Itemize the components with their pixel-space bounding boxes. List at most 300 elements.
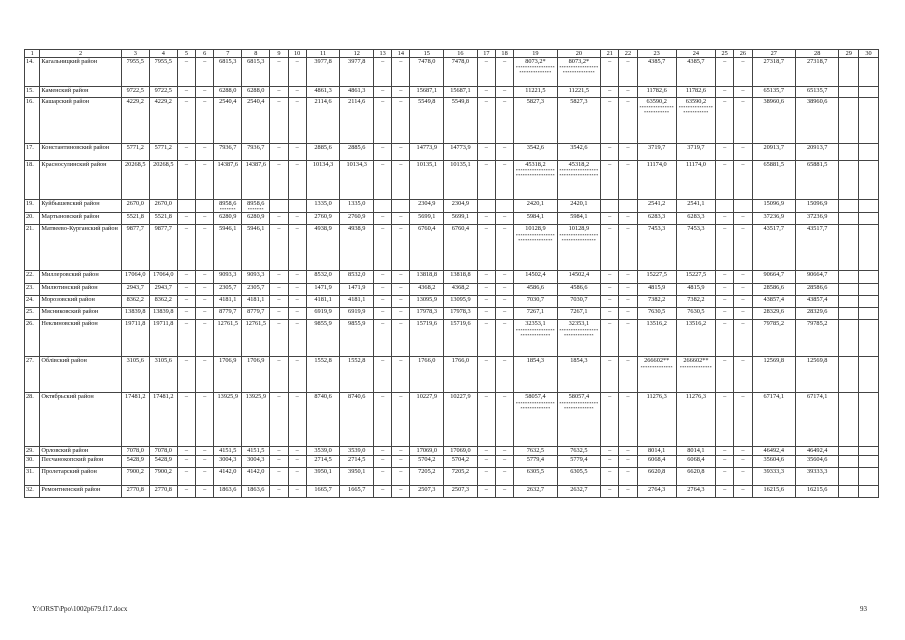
cell-value: 6815,3: [247, 58, 265, 66]
cell-value: –: [503, 87, 507, 95]
table-cell: [619, 284, 637, 296]
cell-value: 13925,9: [217, 393, 238, 401]
cell-value: 2507,3: [418, 485, 436, 493]
cell-value: –: [203, 284, 207, 292]
cell-value: 3542,6: [526, 144, 545, 152]
table-cell: [392, 447, 410, 455]
table-cell: [121, 447, 149, 455]
table-cell: [716, 284, 734, 296]
table-cell: [601, 98, 619, 144]
table-cell: [121, 58, 149, 87]
table-cell: [795, 98, 838, 144]
cell-value: 12761,5: [245, 320, 267, 328]
table-cell: [242, 320, 270, 357]
table-cell: [214, 87, 242, 98]
table-cell: [637, 87, 676, 98]
cell-value: 17481,2: [153, 393, 174, 401]
header-cell: 24: [676, 50, 715, 58]
cell-value: 15687,1: [416, 87, 438, 95]
table-cell: [340, 357, 374, 393]
table-cell: [477, 144, 495, 161]
cell-value: –: [484, 455, 488, 463]
cell-value: 14.: [26, 58, 34, 66]
cell-value: 17069,0: [416, 447, 438, 455]
table-cell: [149, 161, 177, 200]
table-cell: [340, 213, 374, 225]
cell-value: 4151,5: [247, 447, 265, 455]
table-cell: [242, 144, 270, 161]
table-cell: [121, 357, 149, 393]
cell-value: –: [184, 271, 188, 279]
table-cell: [177, 296, 195, 308]
table-cell: [716, 225, 734, 271]
table-cell: [392, 320, 410, 357]
table-cell: [270, 144, 288, 161]
table-cell: [340, 308, 374, 320]
cell-value: –: [381, 144, 385, 152]
cell-value: 13839,8: [153, 308, 174, 316]
cell-value: –: [741, 467, 745, 475]
table-cell: [752, 320, 795, 357]
table-cell: [477, 467, 495, 485]
table-cell: [270, 200, 288, 213]
table-cell: [340, 284, 374, 296]
cell-value: 38960,6: [763, 98, 784, 106]
table-cell: [716, 447, 734, 455]
cell-value: 19711,8: [125, 320, 146, 328]
table-cell: [619, 467, 637, 485]
cell-value: 2304,9: [418, 200, 436, 208]
cell-value: –: [626, 161, 630, 169]
cell-value: 1863,6: [219, 485, 237, 493]
table-cell: [839, 87, 859, 98]
row-number: [25, 455, 40, 467]
table-cell: [601, 284, 619, 296]
cell-value: 10135,1: [450, 161, 471, 169]
table-cell: [477, 284, 495, 296]
cell-value: –: [277, 308, 281, 316]
cell-value: 5428,9: [154, 455, 172, 463]
cell-value: 2885,6: [314, 144, 332, 152]
row-number: [25, 98, 40, 144]
cell-value: –: [203, 485, 207, 493]
table-cell: [149, 485, 177, 497]
table-cell: [477, 357, 495, 393]
table-cell: [637, 447, 676, 455]
cell-value: 46492,4: [806, 447, 828, 455]
cell-value: 9877,7: [154, 225, 172, 233]
table-cell: [734, 213, 752, 225]
cell-value: –: [723, 284, 727, 292]
table-cell: [601, 213, 619, 225]
table-cell: [340, 58, 374, 87]
table-row: [25, 455, 879, 467]
cell-value: 5779,4: [570, 455, 588, 463]
footnote-marks: **********************************: [559, 168, 599, 179]
table-cell: [270, 87, 288, 98]
cell-value: –: [295, 393, 299, 401]
cell-value: 3539,0: [348, 447, 366, 455]
cell-value: 35604,6: [763, 455, 784, 463]
cell-value: –: [399, 308, 403, 316]
table-cell: [410, 485, 444, 497]
cell-value: 6283,3: [648, 213, 666, 221]
cell-value: –: [503, 485, 507, 493]
cell-value: 27318,7: [763, 58, 784, 66]
cell-value: –: [741, 447, 745, 455]
table-cell: [177, 320, 195, 357]
table-cell: [121, 87, 149, 98]
table-cell: [637, 296, 676, 308]
table-cell: [734, 161, 752, 200]
table-cell: [734, 58, 752, 87]
table-cell: [270, 225, 288, 271]
cell-value: 17978,3: [416, 308, 438, 316]
cell-value: 13818,8: [450, 271, 471, 279]
cell-value: –: [741, 58, 745, 66]
cell-value: –: [277, 296, 281, 304]
table-row: [25, 98, 879, 144]
table-cell: [374, 308, 392, 320]
table-cell: [340, 144, 374, 161]
table-cell: [716, 87, 734, 98]
table-cell: [601, 161, 619, 200]
cell-value: 7955,5: [154, 58, 172, 66]
table-cell: [514, 447, 557, 455]
table-cell: [149, 308, 177, 320]
table-cell: [637, 455, 676, 467]
row-number: [25, 393, 40, 447]
cell-value: 35604,6: [806, 455, 828, 463]
cell-value: –: [277, 357, 281, 365]
table-cell: [444, 200, 478, 213]
table-cell: [839, 213, 859, 225]
cell-value: –: [399, 271, 403, 279]
table-cell: [716, 144, 734, 161]
cell-value: –: [608, 467, 612, 475]
table-cell: [839, 296, 859, 308]
table-cell: [514, 271, 557, 284]
cell-value: –: [295, 213, 299, 221]
cell-value: 4938,9: [314, 225, 332, 233]
table-cell: [619, 357, 637, 393]
table-cell: [619, 225, 637, 271]
cell-value: –: [741, 296, 745, 304]
table-cell: [196, 271, 214, 284]
district-name: [40, 296, 121, 308]
table-cell: [637, 320, 676, 357]
table-cell: [716, 213, 734, 225]
table-cell: [601, 296, 619, 308]
cell-value: 2770,8: [154, 485, 172, 493]
table-cell: [306, 200, 340, 213]
cell-value: Кагальницкий район: [41, 58, 98, 66]
table-cell: [444, 58, 478, 87]
table-cell: [392, 161, 410, 200]
table-cell: [270, 320, 288, 357]
table-cell: [795, 144, 838, 161]
cell-value: 12569,8: [763, 357, 784, 365]
table-cell: [214, 284, 242, 296]
table-cell: [859, 200, 879, 213]
table-cell: [270, 213, 288, 225]
table-cell: [859, 225, 879, 271]
table-cell: [149, 98, 177, 144]
cell-value: 7205,2: [451, 467, 470, 475]
table-cell: [288, 200, 306, 213]
cell-value: –: [484, 225, 488, 233]
cell-value: 16215,6: [763, 485, 784, 493]
cell-value: 7382,2: [648, 296, 666, 304]
row-number: [25, 447, 40, 455]
table-cell: [306, 98, 340, 144]
table-cell: [444, 393, 478, 447]
cell-value: –: [277, 225, 281, 233]
cell-value: –: [184, 213, 188, 221]
table-cell: [444, 213, 478, 225]
cell-value: 19.: [26, 200, 34, 208]
table-cell: [340, 296, 374, 308]
cell-value: –: [295, 485, 299, 493]
row-number: [25, 308, 40, 320]
cell-value: –: [741, 213, 745, 221]
table-cell: [752, 447, 795, 455]
table-cell: [514, 308, 557, 320]
table-cell: [270, 393, 288, 447]
row-number: [25, 271, 40, 284]
table-cell: [795, 393, 838, 447]
table-cell: [410, 213, 444, 225]
table-cell: [177, 467, 195, 485]
table-cell: [716, 271, 734, 284]
table-cell: [619, 144, 637, 161]
cell-value: 45318,2: [568, 161, 590, 169]
table-cell: [242, 308, 270, 320]
table-cell: [306, 144, 340, 161]
cell-value: 4181,1: [219, 296, 237, 304]
table-cell: [859, 467, 879, 485]
cell-value: –: [203, 161, 207, 169]
cell-value: 5549,8: [418, 98, 436, 106]
table-cell: [340, 485, 374, 497]
cell-value: –: [399, 467, 403, 475]
cell-value: 1863,6: [247, 485, 265, 493]
cell-value: –: [399, 213, 403, 221]
table-cell: [288, 271, 306, 284]
cell-value: 14387,6: [245, 161, 267, 169]
cell-value: –: [277, 87, 281, 95]
cell-value: 4861,3: [348, 87, 366, 95]
table-cell: [121, 467, 149, 485]
table-row: [25, 467, 879, 485]
footnote-marks: ******************************: [559, 400, 599, 411]
table-cell: [752, 98, 795, 144]
cell-value: –: [203, 87, 207, 95]
cell-value: Мартыновский район: [41, 213, 100, 221]
cell-value: 2541,2: [648, 200, 666, 208]
header-cell: 2: [40, 50, 121, 58]
cell-value: 1665,7: [314, 485, 332, 493]
cell-value: –: [203, 447, 207, 455]
cell-value: –: [503, 455, 507, 463]
table-cell: [795, 320, 838, 357]
cell-value: –: [626, 225, 630, 233]
cell-value: –: [295, 98, 299, 106]
cell-value: 8958,6: [247, 200, 265, 208]
table-cell: [752, 161, 795, 200]
cell-value: –: [626, 357, 630, 365]
table-cell: [149, 200, 177, 213]
table-cell: [214, 58, 242, 87]
cell-value: 23.: [26, 284, 34, 292]
table-cell: [601, 225, 619, 271]
district-name: [40, 225, 121, 271]
cell-value: 5428,9: [126, 455, 144, 463]
table-cell: [392, 200, 410, 213]
cell-value: 8740,6: [314, 393, 332, 401]
table-cell: [121, 161, 149, 200]
table-cell: [839, 308, 859, 320]
cell-value: 27318,7: [806, 58, 828, 66]
table-cell: [392, 271, 410, 284]
table-cell: [374, 296, 392, 308]
table-cell: [514, 320, 557, 357]
header-cell: 4: [149, 50, 177, 58]
cell-value: 2670,0: [154, 200, 172, 208]
table-cell: [392, 87, 410, 98]
cell-value: 8740,6: [348, 393, 366, 401]
table-cell: [839, 320, 859, 357]
table-cell: [859, 98, 879, 144]
table-cell: [288, 225, 306, 271]
cell-value: –: [608, 213, 612, 221]
table-cell: [495, 87, 513, 98]
cell-value: –: [295, 284, 299, 292]
table-cell: [637, 357, 676, 393]
row-number: [25, 144, 40, 161]
table-cell: [410, 296, 444, 308]
table-cell: [410, 455, 444, 467]
table-cell: [514, 284, 557, 296]
table-cell: [752, 485, 795, 497]
table-cell: [149, 87, 177, 98]
table-cell: [374, 455, 392, 467]
table-cell: [196, 98, 214, 144]
table-cell: [196, 200, 214, 213]
cell-value: –: [399, 447, 403, 455]
table-cell: [214, 98, 242, 144]
table-cell: [374, 225, 392, 271]
cell-value: 2305,7: [247, 284, 265, 292]
cell-value: 4181,1: [247, 296, 265, 304]
table-cell: [214, 455, 242, 467]
table-cell: [619, 161, 637, 200]
cell-value: 9093,3: [219, 271, 237, 279]
table-cell: [557, 98, 600, 144]
cell-value: 46492,4: [763, 447, 784, 455]
table-cell: [495, 200, 513, 213]
cell-value: 7936,7: [219, 144, 237, 152]
table-cell: [495, 357, 513, 393]
cell-value: Милютинский район: [41, 284, 98, 292]
table-cell: [619, 485, 637, 497]
header-cell: 12: [340, 50, 374, 58]
cell-value: –: [626, 144, 630, 152]
footnote-marks: **************: [679, 364, 713, 370]
table-cell: [177, 357, 195, 393]
cell-value: 11782,6: [685, 87, 707, 95]
cell-value: –: [277, 467, 281, 475]
cell-value: 7900,2: [154, 467, 172, 475]
table-cell: [121, 393, 149, 447]
cell-value: –: [741, 308, 745, 316]
table-cell: [795, 485, 838, 497]
table-cell: [495, 455, 513, 467]
cell-value: –: [399, 485, 403, 493]
cell-value: 5704,2: [418, 455, 436, 463]
table-cell: [514, 485, 557, 497]
table-cell: [121, 320, 149, 357]
table-cell: [752, 393, 795, 447]
table-cell: [495, 467, 513, 485]
table-cell: [306, 393, 340, 447]
cell-value: 1552,8: [348, 357, 366, 365]
district-name: [40, 58, 121, 87]
table-cell: [557, 225, 600, 271]
table-row: [25, 447, 879, 455]
cell-value: 32353,1: [525, 320, 546, 328]
cell-value: 6919,9: [314, 308, 332, 316]
table-cell: [374, 284, 392, 296]
footnote-marks: *******************************: [559, 65, 599, 76]
cell-value: –: [399, 296, 403, 304]
cell-value: –: [741, 144, 745, 152]
cell-value: –: [295, 58, 299, 66]
table-cell: [557, 467, 600, 485]
table-cell: [340, 320, 374, 357]
cell-value: –: [203, 98, 207, 106]
cell-value: 3950,1: [314, 467, 332, 475]
cell-value: –: [608, 447, 612, 455]
footnote-marks: ******************************: [559, 327, 599, 338]
table-cell: [121, 271, 149, 284]
table-cell: [340, 447, 374, 455]
table-cell: [839, 447, 859, 455]
cell-value: –: [626, 455, 630, 463]
cell-value: 8014,1: [687, 447, 705, 455]
table-cell: [177, 144, 195, 161]
table-cell: [392, 144, 410, 161]
cell-value: –: [399, 58, 403, 66]
table-cell: [242, 485, 270, 497]
table-cell: [477, 87, 495, 98]
table-cell: [637, 98, 676, 144]
data-table: [24, 49, 879, 498]
table-cell: [177, 87, 195, 98]
cell-value: 15719,6: [450, 320, 471, 328]
cell-value: Морозовский район: [41, 296, 95, 304]
header-cell: 5: [177, 50, 195, 58]
table-cell: [676, 58, 715, 87]
cell-value: 5827,3: [570, 98, 588, 106]
cell-value: –: [626, 296, 630, 304]
table-cell: [637, 284, 676, 296]
table-row: [25, 284, 879, 296]
cell-value: –: [295, 87, 299, 95]
table-cell: [619, 320, 637, 357]
cell-value: –: [741, 87, 745, 95]
table-cell: [601, 393, 619, 447]
